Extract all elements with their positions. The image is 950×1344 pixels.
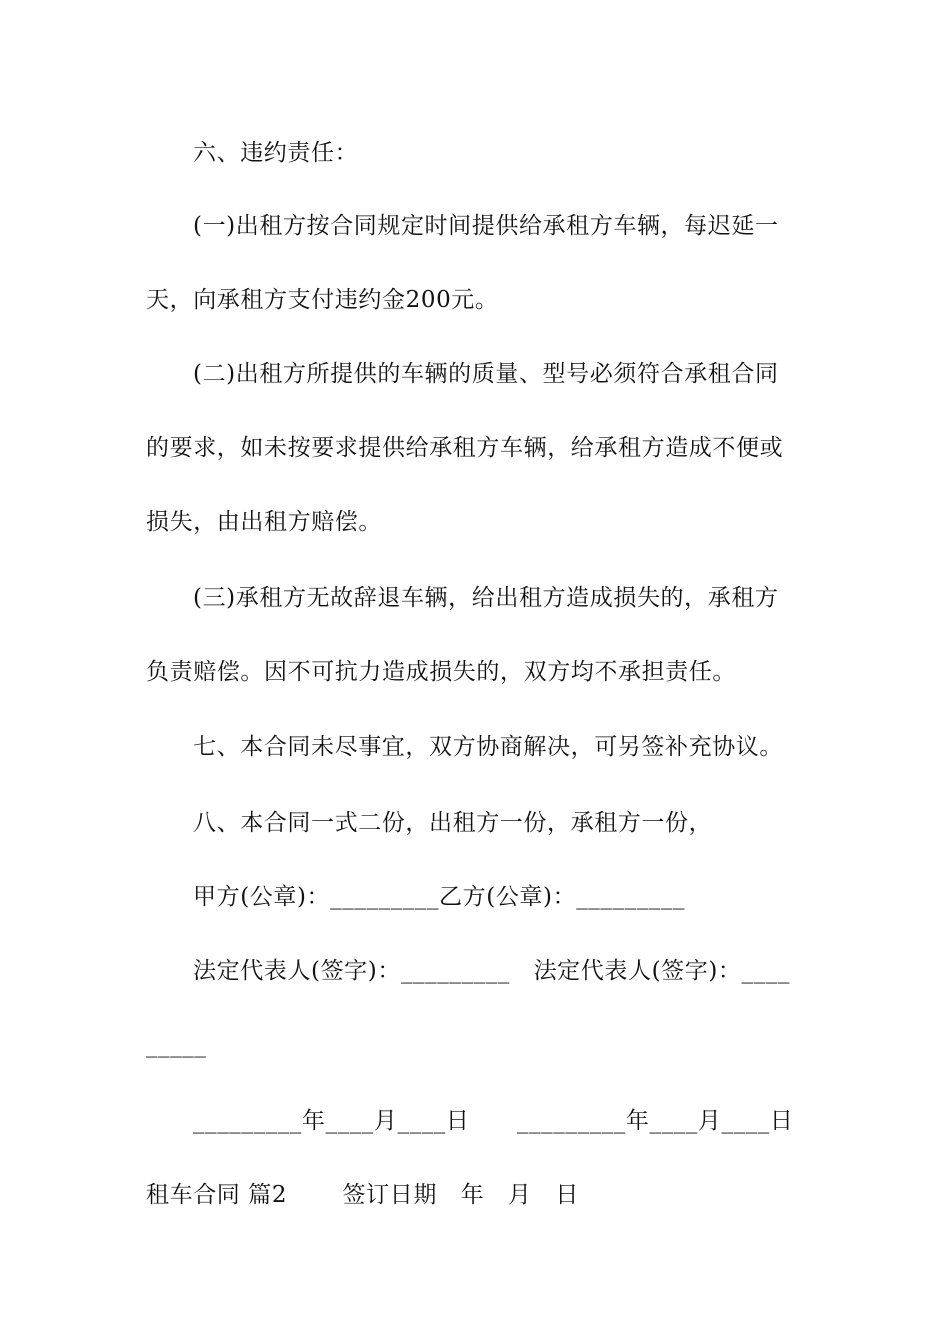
section-6-heading: 六、违约责任：: [193, 140, 359, 166]
clause-6-1-line-1: (一)出租方按合同规定时间提供给承租方车辆，每迟延一: [193, 213, 779, 239]
contract-2-heading-line: 租车合同 篇2 签订日期 年 月 日: [146, 1182, 579, 1208]
clause-6-1-line-2: 天，向承租方支付违约金200元。: [146, 287, 499, 313]
date-line: _________年____月____日 _________年____月____日: [193, 1108, 794, 1134]
clause-6-2-line-3: 损失，由出租方赔偿。: [146, 509, 382, 535]
section-7-text: 七、本合同未尽事宜，双方协商解决，可另签补充协议。: [193, 734, 783, 760]
legal-rep-signature-line: 法定代表人(签字)：_________ 法定代表人(签字)：____: [193, 958, 790, 984]
party-seal-line: 甲方(公章)：_________乙方(公章)：_________: [193, 884, 686, 910]
section-8-text: 八、本合同一式二份，出租方一份，承租方一份，: [193, 810, 713, 836]
clause-6-3-line-2: 负责赔偿。因不可抗力造成损失的，双方均不承担责任。: [146, 659, 736, 685]
signature-line-continuation: _____: [146, 1032, 207, 1058]
clause-6-2-line-1: (二)出租方所提供的车辆的质量、型号必须符合承租合同: [193, 361, 779, 387]
clause-6-2-line-2: 的要求，如未按要求提供给承租方车辆，给承租方造成不便或: [146, 435, 784, 461]
clause-6-3-line-1: (三)承租方无故辞退车辆，给出租方造成损失的，承租方: [193, 585, 779, 611]
